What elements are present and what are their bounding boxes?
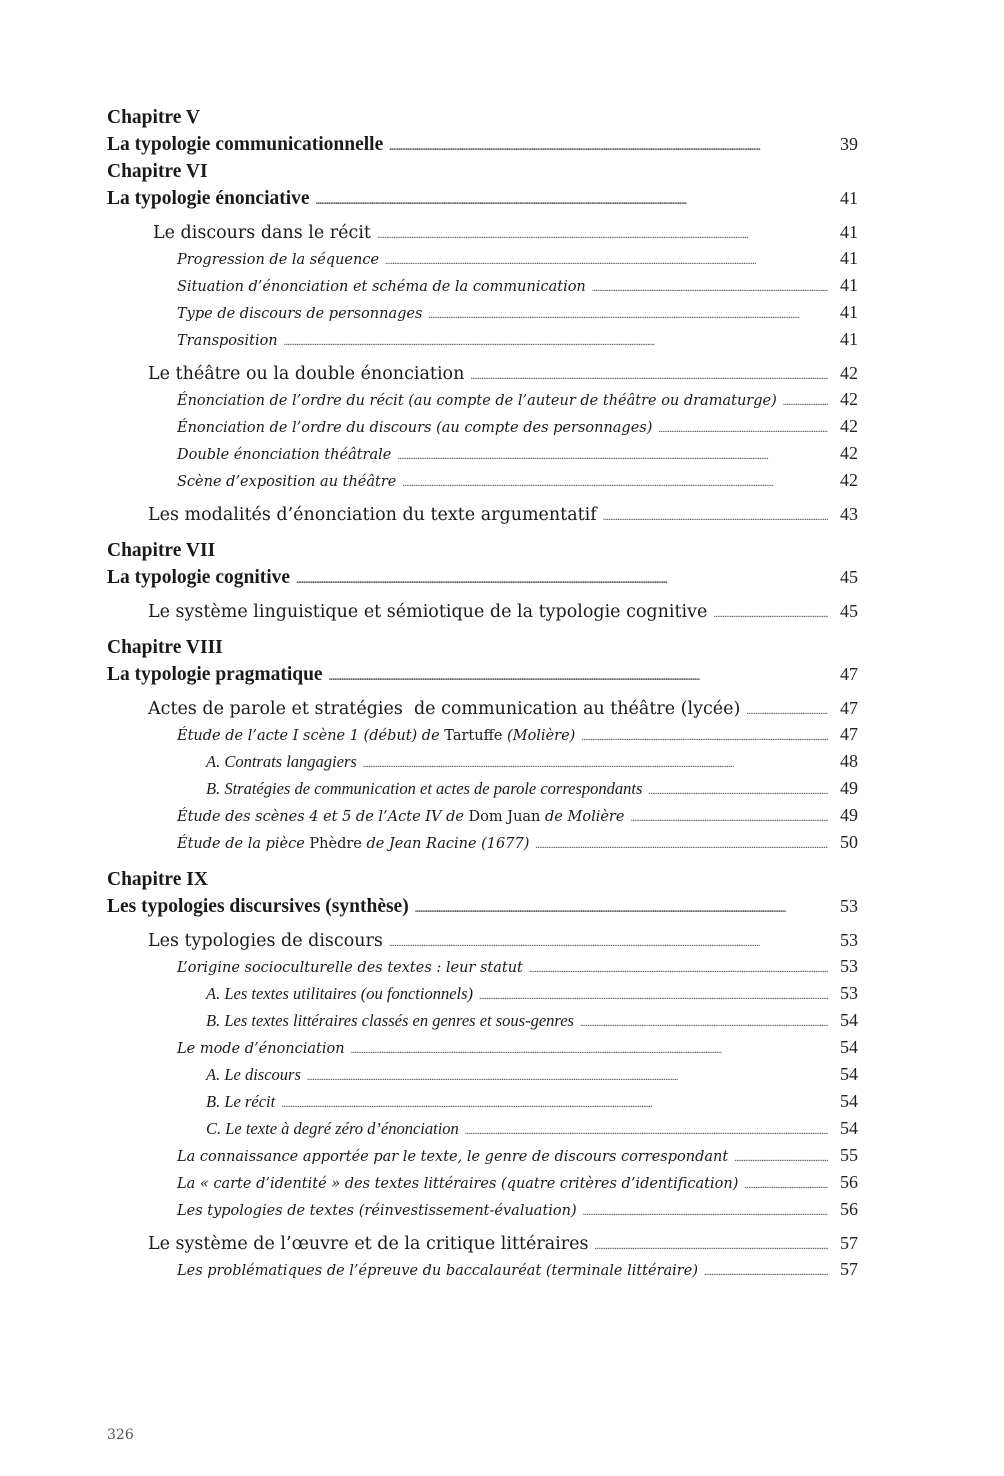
page-ref: 41 xyxy=(840,222,858,242)
dot-leader xyxy=(397,443,828,470)
subsection-title: Type de discours de personnages xyxy=(177,306,423,322)
subsection-title: La connaissance apportée par le texte, le genre de discours correspondant xyxy=(177,1149,729,1165)
subsection-title: Progression de la séquence xyxy=(177,252,380,268)
page-ref: 47 xyxy=(840,664,858,684)
toc-entry-subsubsection[interactable] xyxy=(107,748,858,775)
chapter-title: La typologie énonciative xyxy=(107,188,310,209)
section-title: Le discours dans le récit xyxy=(153,223,371,243)
chapter-title: La typologie cognitive xyxy=(107,567,291,588)
toc-entry-subsection[interactable] xyxy=(107,1256,858,1283)
subsection-title: Étude des scènes 4 et 5 de l’Acte IV de Dom Juan de Molière xyxy=(177,809,625,825)
dot-leader xyxy=(734,1145,828,1172)
dot-leader xyxy=(284,329,828,356)
chapter-number: Chapitre VI xyxy=(107,161,208,182)
page-ref: 42 xyxy=(840,389,858,409)
chapter-title: La typologie pragmatique xyxy=(107,664,323,685)
dot-leader xyxy=(479,983,828,1010)
subsection-title: Étude de la pièce Phèdre de Jean Racine (1677) xyxy=(177,836,530,852)
section-title: Le système de l’œuvre et de la critique littéraires xyxy=(148,1234,589,1254)
toc-entry-subsection[interactable] xyxy=(107,1169,858,1196)
dot-leader xyxy=(713,594,828,635)
toc-entry-subsection[interactable] xyxy=(107,440,858,467)
subsubsection-title: A. Les textes utilitaires (ou fonctionnels) xyxy=(206,984,474,1003)
page-ref: 54 xyxy=(840,1037,858,1057)
dot-leader xyxy=(630,805,828,832)
toc-entry-subsubsection[interactable] xyxy=(107,1115,858,1142)
subsection-title: Double énonciation théâtrale xyxy=(177,447,392,463)
page-ref: 42 xyxy=(840,443,858,463)
page-ref: 41 xyxy=(840,302,858,322)
page-ref: 47 xyxy=(840,698,858,718)
work-title: Phèdre xyxy=(309,836,362,852)
toc-entry-section[interactable] xyxy=(107,212,858,245)
page-ref: 50 xyxy=(840,832,858,852)
chapter-title: Les typologies discursives (synthèse) xyxy=(107,896,409,917)
subsubsection-title: C. Le texte à degré zéro d’énonciation xyxy=(206,1119,459,1138)
dot-leader xyxy=(583,1199,828,1226)
dot-leader xyxy=(592,275,828,302)
page-ref: 54 xyxy=(840,1118,858,1138)
section-title: Le théâtre ou la double énonciation xyxy=(148,364,465,384)
page-ref: 53 xyxy=(840,896,858,916)
chapter-heading xyxy=(107,634,858,661)
subsection-title: Transposition xyxy=(177,333,278,349)
subsection-title: L’origine socioculturelle des textes : leur statut xyxy=(177,960,523,976)
toc-entry-subsection[interactable] xyxy=(107,245,858,272)
toc-entry-section[interactable] xyxy=(107,353,858,386)
page-ref: 48 xyxy=(840,751,858,771)
subsection-title: Énonciation de l’ordre du récit (au compte de l’auteur de théâtre ou dramaturge) xyxy=(177,393,777,409)
chapter-title: La typologie communicationnelle xyxy=(107,134,384,155)
chapter-number: Chapitre V xyxy=(107,107,200,128)
dot-leader xyxy=(603,497,828,538)
chapter-number: Chapitre VIII xyxy=(107,637,223,658)
page-ref: 43 xyxy=(840,504,858,524)
dot-leader xyxy=(658,416,828,443)
dot-leader xyxy=(329,664,828,691)
page-ref: 57 xyxy=(840,1259,858,1279)
section-title: Les modalités d’énonciation du texte argumentatif xyxy=(148,505,597,525)
chapter-number: Chapitre IX xyxy=(107,869,208,890)
subsubsection-title: B. Le récit xyxy=(206,1092,276,1111)
dot-leader xyxy=(307,1064,828,1091)
page-ref: 49 xyxy=(840,778,858,798)
toc-entry-section[interactable] xyxy=(107,688,858,721)
subsubsection-title: A. Le discours xyxy=(206,1065,301,1084)
subsection-title: Étude de l’acte I scène 1 (début) de Tartuffe (Molière) xyxy=(177,728,576,744)
work-title: Tartuffe xyxy=(444,728,503,744)
page-ref: 41 xyxy=(840,329,858,349)
page-ref: 56 xyxy=(840,1172,858,1192)
toc-entry-chapter[interactable] xyxy=(107,131,858,158)
toc-entry-subsection[interactable] xyxy=(107,413,858,440)
subsubsection-title: B. Stratégies de communication et actes de parole correspondants xyxy=(206,779,643,798)
dot-leader xyxy=(316,188,828,215)
subsection-title: Le mode d’énonciation xyxy=(177,1041,345,1057)
chapter-heading xyxy=(107,866,858,893)
subsection-title: Énonciation de l’ordre du discours (au compte des personnages) xyxy=(177,420,653,436)
dot-leader xyxy=(535,832,828,859)
toc-entry-subsubsection[interactable] xyxy=(107,1061,858,1088)
dot-leader xyxy=(281,1091,828,1118)
work-title: Dom Juan xyxy=(468,809,541,825)
dot-leader xyxy=(648,778,828,805)
dot-leader xyxy=(389,134,828,161)
toc-entry-chapter[interactable] xyxy=(107,185,858,212)
dot-leader xyxy=(428,302,828,329)
page-ref: 53 xyxy=(840,983,858,1003)
dot-leader xyxy=(385,248,828,275)
toc-entry-section[interactable] xyxy=(107,920,858,953)
dot-leader xyxy=(704,1259,828,1286)
page-ref: 57 xyxy=(840,1233,858,1253)
dot-leader xyxy=(581,724,828,751)
page-ref: 49 xyxy=(840,805,858,825)
page-ref: 53 xyxy=(840,956,858,976)
page-ref: 54 xyxy=(840,1091,858,1111)
page-ref: 55 xyxy=(840,1145,858,1165)
toc-entry-subsection[interactable] xyxy=(107,386,858,413)
toc-entry-subsection[interactable] xyxy=(107,299,858,326)
toc-entry-subsubsection[interactable] xyxy=(107,775,858,802)
dot-leader xyxy=(351,1037,828,1064)
page-ref: 54 xyxy=(840,1064,858,1084)
subsubsection-title: B. Les textes littéraires classés en genres et sous-genres xyxy=(206,1011,574,1030)
subsection-title: Scène d’exposition au théâtre xyxy=(177,474,397,490)
toc-entry-subsection[interactable] xyxy=(107,467,858,494)
toc-entry-subsubsection[interactable] xyxy=(107,1007,858,1034)
subsection-title: Les problématiques de l’épreuve du baccalauréat (terminale littéraire) xyxy=(177,1263,698,1279)
dot-leader xyxy=(465,1118,828,1145)
toc-entry-chapter[interactable] xyxy=(107,893,858,920)
section-title: Les typologies de discours xyxy=(148,931,383,951)
dot-leader xyxy=(415,896,828,923)
subsection-title: Situation d’énonciation et schéma de la communication xyxy=(177,279,586,295)
toc-entry-section[interactable] xyxy=(107,1223,858,1256)
subsubsection-title: A. Contrats langagiers xyxy=(206,752,357,771)
page-ref: 39 xyxy=(840,134,858,154)
page-ref: 47 xyxy=(840,724,858,744)
page-ref: 56 xyxy=(840,1199,858,1219)
page-ref: 45 xyxy=(840,601,858,621)
toc-entry-subsection[interactable] xyxy=(107,829,858,856)
dot-leader xyxy=(296,567,828,594)
toc-entry-subsubsection[interactable] xyxy=(107,980,858,1007)
page-ref: 45 xyxy=(840,567,858,587)
toc-entry-section[interactable] xyxy=(107,591,858,624)
dot-leader xyxy=(363,751,828,778)
dot-leader xyxy=(580,1010,828,1037)
page-ref: 41 xyxy=(840,188,858,208)
page-ref: 42 xyxy=(840,363,858,383)
toc-entry-chapter[interactable] xyxy=(107,661,858,688)
dot-leader xyxy=(783,389,828,416)
dot-leader xyxy=(744,1172,828,1199)
section-title: Le système linguistique et sémiotique de la typologie cognitive xyxy=(148,602,708,622)
toc-entry-subsection[interactable] xyxy=(107,1034,858,1061)
page-ref: 54 xyxy=(840,1010,858,1030)
toc-entry-subsection[interactable] xyxy=(107,1142,858,1169)
toc-entry-subsection[interactable] xyxy=(107,953,858,980)
toc-entry-subsection[interactable] xyxy=(107,721,858,748)
dot-leader xyxy=(529,956,828,983)
toc-entry-subsection[interactable] xyxy=(107,1196,858,1223)
toc-entry-subsubsection[interactable] xyxy=(107,1088,858,1115)
chapter-heading xyxy=(107,537,858,564)
page-ref: 42 xyxy=(840,470,858,490)
subsection-title: La « carte d’identité » des textes littéraires (quatre critères d’identification) xyxy=(177,1176,739,1192)
toc-entry-subsection[interactable] xyxy=(107,272,858,299)
toc-entry-subsection[interactable] xyxy=(107,326,858,353)
section-title: Actes de parole et stratégies de communication au théâtre (lycée) xyxy=(148,699,741,719)
page-ref: 41 xyxy=(840,248,858,268)
toc-entry-chapter[interactable] xyxy=(107,564,858,591)
toc-entry-subsection[interactable] xyxy=(107,802,858,829)
page-ref: 41 xyxy=(840,275,858,295)
subsection-title: Les typologies de textes (réinvestissement-évaluation) xyxy=(177,1203,577,1219)
toc-entry-section[interactable] xyxy=(107,494,858,527)
chapter-number: Chapitre VII xyxy=(107,540,216,561)
page-ref: 53 xyxy=(840,930,858,950)
page-ref: 42 xyxy=(840,416,858,436)
chapter-heading xyxy=(107,158,858,185)
dot-leader xyxy=(402,470,828,497)
chapter-heading xyxy=(107,104,858,131)
table-of-contents xyxy=(107,104,858,1283)
page-number: 326 xyxy=(107,1427,134,1443)
